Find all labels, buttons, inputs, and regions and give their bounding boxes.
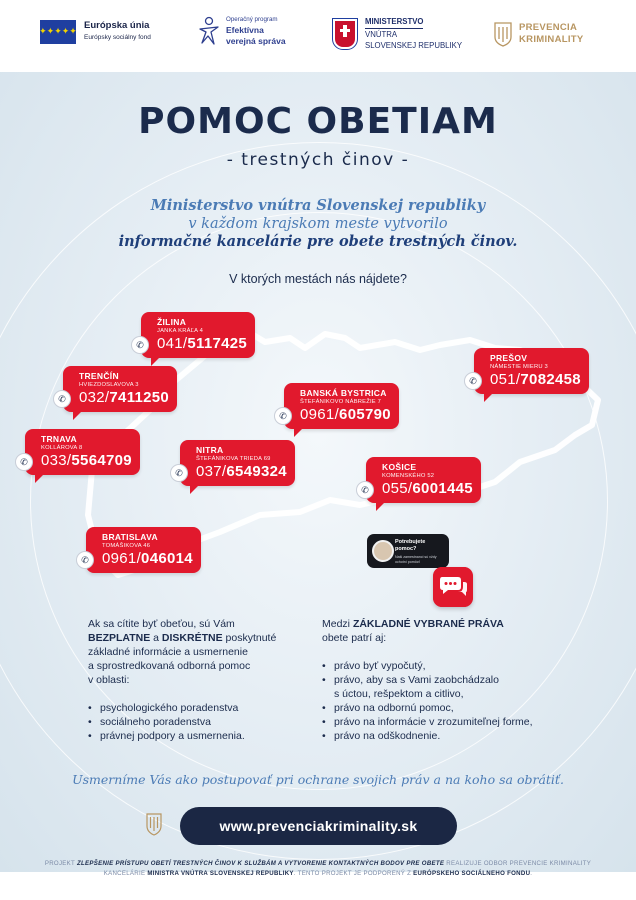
services-column [88, 617, 293, 743]
bubble-tail [484, 394, 492, 402]
phone-number: 046014 [141, 550, 193, 567]
intro-line2: v každom krajskom meste vytvorilo [188, 216, 448, 232]
avatar [372, 540, 394, 562]
city-card-bratislava [81, 527, 201, 573]
footer-text: KANCELÁRIE [103, 870, 148, 877]
city-phone[interactable] [300, 406, 391, 424]
list-item: • psychologického poradenstva [88, 701, 293, 715]
phone-number: 5564709 [71, 452, 132, 469]
city-name: TRNAVA [41, 434, 77, 444]
ministry-logo-line3: SLOVENSKEJ REPUBLIKY [365, 41, 463, 50]
footer-text: PROJEKT [44, 860, 77, 867]
city-name: BRATISLAVA [102, 532, 158, 542]
city-name: KOŠICE [382, 462, 417, 472]
phone-prefix: 037/ [196, 463, 227, 480]
city-address: ŠTEFÁNIKOVA TRIEDA 69 [196, 456, 271, 462]
op-logo-line3: verejná správa [226, 36, 286, 46]
services-text-1: Ak sa cítite byť obeťou, sú Vám [88, 618, 235, 630]
bubble-tail [376, 503, 384, 511]
bubble-tail [151, 358, 159, 366]
chat-title: Potrebujete pomoc? [395, 539, 426, 552]
city-address: TOMÁŠIKOVA 46 [102, 543, 151, 549]
phone-number: 5117425 [187, 335, 248, 352]
footer-project-name: ZLEPŠENIE PRÍSTUPU OBETÍ TRESTNÝCH ČINOV K SLUŽBÁM A VYTVORENIE KONTAKTNÝCH BODOV PRE OBETE [76, 860, 445, 867]
bubble-tail [294, 429, 302, 437]
intro-line1: Ministerstvo vnútra Slovenskej republiky [150, 197, 486, 214]
closing-statement: Usmerníme Vás ako postupovať pri ochrane svojich práv a na koho sa obrátiť. [72, 772, 564, 787]
city-address: KOMENSKÉHO 52 [382, 473, 435, 479]
phone-icon: ✆ [356, 481, 374, 499]
city-phone[interactable] [382, 480, 473, 498]
city-address: ŠTEFÁNIKOVO NÁBREŽIE 7 [300, 399, 382, 405]
city-address: HVIEZDOSLAVOVA 3 [79, 382, 139, 388]
city-card-trencin [58, 366, 177, 412]
prevencia-emblem-icon [145, 812, 163, 836]
city-address: NÁMESTIE MIERU 3 [490, 364, 548, 370]
list-item: • právo na informácie v zrozumiteľnej forme, [322, 715, 562, 729]
bubble-tail [190, 486, 198, 494]
phone-prefix: 032/ [79, 389, 110, 406]
phone-prefix: 051/ [490, 371, 521, 388]
footer-text: . TENTO PROJEKT JE PODPORENÝ Z [293, 870, 414, 877]
list-item: • právo na odbornú pomoc, [322, 701, 562, 715]
phone-icon: ✆ [170, 464, 188, 482]
phone-icon: ✆ [15, 453, 33, 471]
list-item [322, 673, 562, 701]
footer-line2 [30, 869, 606, 879]
city-card-kosice [361, 457, 481, 503]
city-phone[interactable] [157, 335, 247, 353]
footer-credits [30, 859, 606, 879]
phone-icon: ✆ [53, 390, 71, 408]
phone-icon: ✆ [76, 551, 94, 569]
op-logo-line2: Efektívna [226, 25, 264, 35]
services-text-4: a sprostredkovaná odborná pomoc [88, 660, 251, 672]
city-name: NITRA [196, 445, 224, 455]
city-card-presov [469, 348, 589, 394]
ministry-logo-line1: MINISTERSTVO [365, 16, 423, 29]
text-medzi: Medzi [322, 618, 353, 630]
city-card-banska-bystrica [279, 383, 399, 429]
city-phone[interactable] [490, 371, 581, 389]
footer-text: REALIZUJE ODBOR PREVENCIE KRIMINALITY [444, 860, 592, 867]
footer-ministry: MINISTRA VNÚTRA SLOVENSKEJ REPUBLIKY [147, 870, 294, 877]
city-card-trnava [20, 429, 140, 475]
phone-prefix: 055/ [382, 480, 413, 497]
phone-icon: ✆ [131, 336, 149, 354]
intro-line3: informačné kancelárie pre obete trestných činov. [118, 233, 518, 250]
prevencia-logo-line2: KRIMINALITY [519, 34, 584, 45]
website-link[interactable]: www.prevenciakriminality.sk [180, 807, 457, 845]
where-question: V ktorých mestách nás nájdete? [229, 272, 407, 286]
services-list [88, 701, 293, 743]
phone-icon: ✆ [464, 372, 482, 390]
bold-rights: ZÁKLADNÉ VYBRANÉ PRÁVA [352, 618, 504, 630]
list-item-continuation: s úctou, rešpektom a citlivo, [334, 688, 464, 700]
list-item: • právo na odškodnenie. [322, 729, 562, 743]
page-subtitle: - trestných činov - [226, 150, 410, 170]
phone-icon: ✆ [274, 407, 292, 425]
phone-prefix: 0961/ [300, 406, 340, 423]
chat-text: Naši zamestnanci sú vždy ochotní pomôcť [395, 555, 437, 564]
phone-number: 7411250 [109, 389, 170, 406]
phone-number: 6549324 [226, 463, 287, 480]
city-address: KOLLÁROVA 8 [41, 445, 83, 451]
city-phone[interactable] [41, 452, 132, 470]
eu-flag-icon: ✦✦✦✦✦ [40, 20, 76, 44]
ministry-logo-line2: VNÚTRA [365, 30, 398, 39]
phone-number: 605790 [339, 406, 391, 423]
chat-popup[interactable] [367, 534, 449, 568]
phone-number: 6001445 [412, 480, 473, 497]
phone-prefix: 033/ [41, 452, 72, 469]
chat-bubbles-icon[interactable] [433, 567, 473, 607]
page-title: POMOC OBETIAM [138, 101, 498, 142]
bold-discreet: DISKRÉTNE [161, 632, 223, 644]
city-name: BANSKÁ BYSTRICA [300, 388, 387, 398]
bubble-tail [35, 475, 43, 483]
city-name: TRENČÍN [79, 371, 119, 381]
services-text-3: základné informácie a usmernenie [88, 646, 248, 658]
services-text-5: v oblasti: [88, 674, 130, 686]
phone-prefix: 0961/ [102, 550, 142, 567]
bold-free: BEZPLATNE [88, 632, 151, 644]
footer-text: . [530, 870, 533, 877]
phone-prefix: 041/ [157, 335, 188, 352]
phone-number: 7082458 [520, 371, 581, 388]
list-item: • právnej podpory a usmernenia. [88, 729, 293, 743]
rights-intro-1 [322, 617, 562, 631]
rights-intro-2: obete patrí aj: [322, 632, 387, 644]
city-address: JANKA KRÁĽA 4 [157, 328, 204, 334]
city-phone[interactable] [196, 463, 287, 481]
list-item: • právo byť vypočutý, [322, 659, 562, 673]
city-phone[interactable] [79, 389, 169, 407]
list-item-text: právo, aby sa s Vami zaobchádzalo [334, 674, 499, 686]
rights-column [322, 617, 562, 743]
text-provided: poskytnuté [222, 632, 277, 644]
city-card-nitra [175, 440, 295, 486]
city-name: ŽILINA [157, 317, 187, 327]
list-item: • sociálneho poradenstva [88, 715, 293, 729]
op-logo-line1: Operačný program [226, 16, 278, 23]
services-text-2 [88, 631, 293, 645]
footer-line1 [30, 859, 606, 869]
city-card-zilina [136, 312, 255, 358]
eu-logo-line2: Európsky sociálny fond [84, 34, 151, 41]
footer-fund: EURÓPSKEHO SOCIÁLNEHO FONDU [413, 870, 531, 877]
bubble-tail [73, 412, 81, 420]
city-phone[interactable] [102, 550, 193, 568]
text-and: a [150, 632, 162, 644]
prevencia-logo-line1: PREVENCIA [519, 22, 578, 33]
eu-logo-line1: Európska únia [84, 20, 150, 31]
city-name: PREŠOV [490, 353, 528, 363]
rights-list [322, 659, 562, 743]
